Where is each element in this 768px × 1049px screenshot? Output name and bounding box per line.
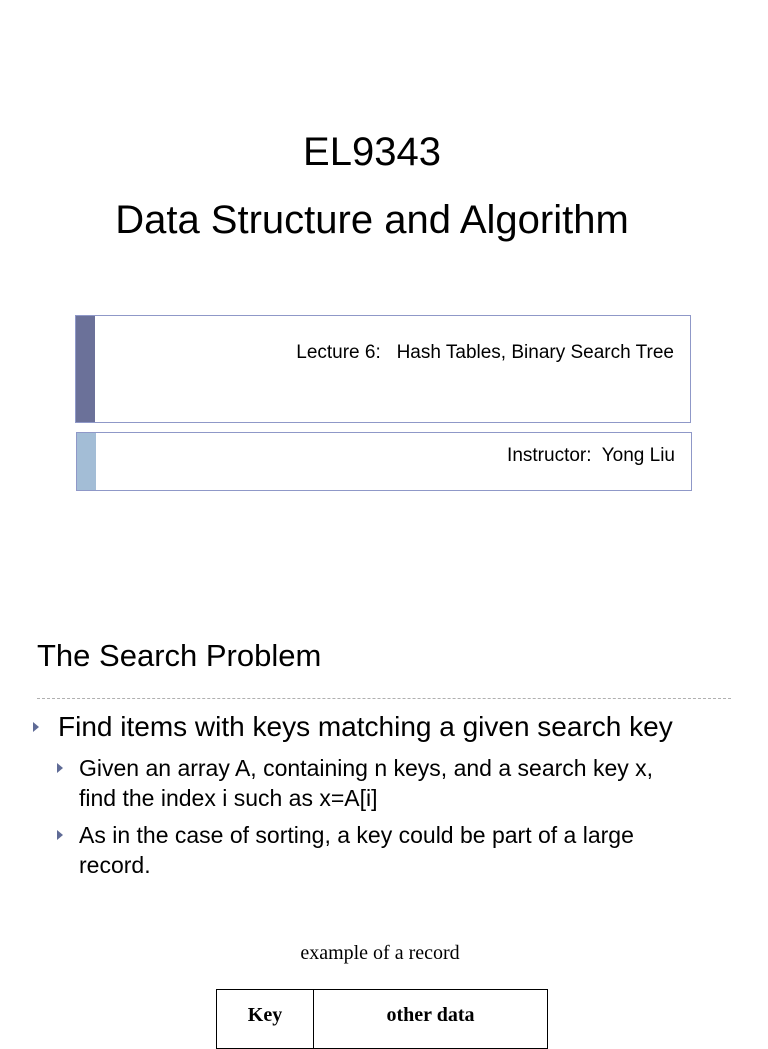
- record-caption: example of a record: [300, 942, 460, 964]
- instructor-accent-bar: [77, 433, 96, 490]
- table-header-other-data: other data: [314, 990, 548, 1049]
- heading-divider: [37, 698, 731, 699]
- sub-bullet-text: Given an array A, containing n keys, and a search key x, find the index i such as x=A[i]: [79, 755, 654, 811]
- bullet-triangle-icon: [33, 722, 39, 732]
- instructor-text: Instructor: Yong Liu: [507, 445, 675, 466]
- bullet-item: [33, 710, 673, 744]
- sub-bullet-item: [57, 820, 634, 880]
- slide-title-subject: Data Structure and Algorithm: [115, 198, 629, 242]
- bullet-triangle-icon: [57, 763, 63, 773]
- lecture-box: [75, 315, 691, 423]
- bullet-triangle-icon: [57, 830, 63, 840]
- instructor-box: [76, 432, 692, 491]
- sub-bullet-text: As in the case of sorting, a key could be part of a large record.: [79, 822, 634, 878]
- sub-bullet-item: [57, 753, 653, 813]
- record-table: [216, 989, 548, 1049]
- table-row: [217, 990, 548, 1049]
- table-header-key: Key: [217, 990, 314, 1049]
- bullet-text: Find items with keys matching a given search key: [58, 711, 673, 742]
- lecture-text: Lecture 6: Hash Tables, Binary Search Tree: [296, 342, 674, 363]
- slide-title-course: EL9343: [303, 130, 441, 174]
- slide-heading: The Search Problem: [37, 638, 322, 673]
- lecture-accent-bar: [76, 316, 95, 422]
